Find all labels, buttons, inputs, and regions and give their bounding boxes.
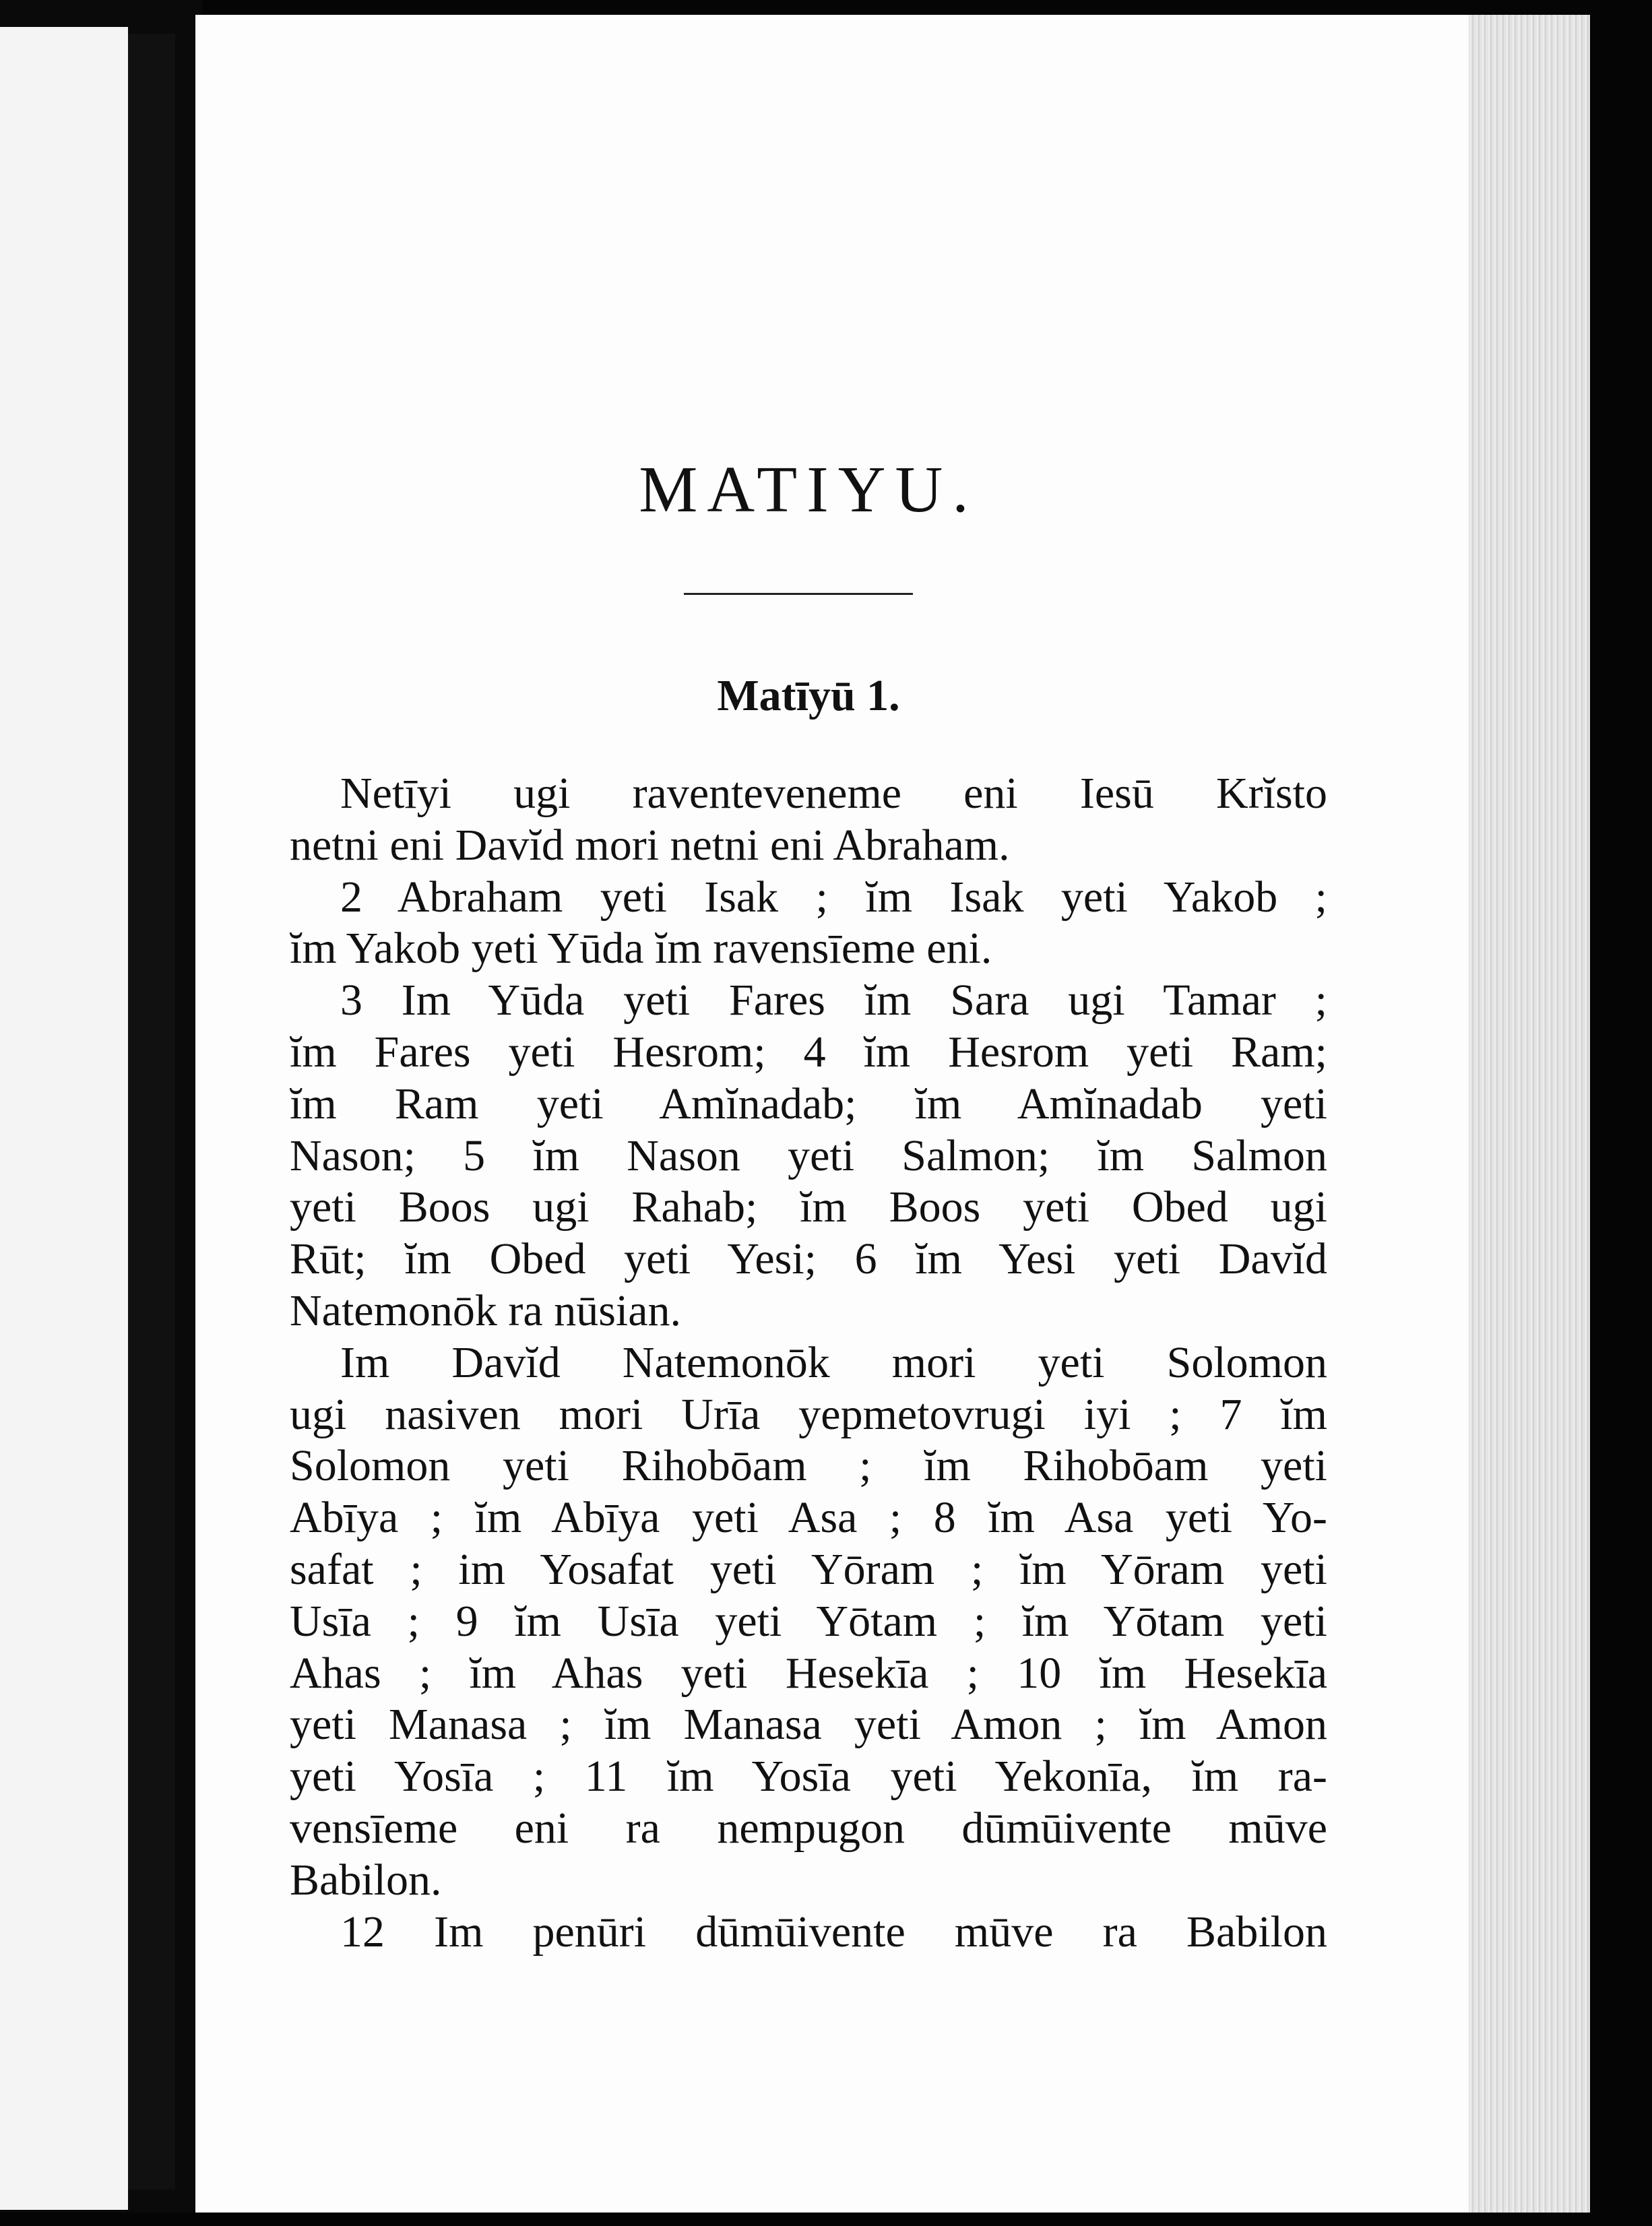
chapter-text	[290, 768, 1327, 1958]
text-line: yeti Manasa ; ĭm Manasa yeti Amon ; ĭm Amon	[290, 1700, 1327, 1750]
facing-page-edge	[0, 27, 128, 2210]
text-line: Im Davĭd Natemonōk mori yeti Solomon	[340, 1337, 1327, 1387]
text-line: ugi nasiven mori Urīa yepmetovrugi iyi ; 7 ĭm	[290, 1389, 1327, 1439]
text-line: netni eni Davĭd mori netni eni Abraham.	[290, 820, 1010, 870]
book-title: MATIYU.	[639, 453, 978, 526]
text-line: Abīya ; ĭm Abīya yeti Asa ; 8 ĭm Asa yeti Yo-	[290, 1493, 1327, 1543]
text-line: safat ; im Yosafat yeti Yōram ; ĭm Yōram yeti	[290, 1544, 1327, 1594]
scan-bottom-border	[0, 2213, 1652, 2226]
text-line: 2 Abraham yeti Isak ; ĭm Isak yeti Yakob ;	[340, 872, 1327, 922]
text-line: ĭm Ram yeti Amĭnadab; ĭm Amĭnadab yeti	[290, 1079, 1327, 1128]
text-line: Ahas ; ĭm Ahas yeti Hesekīa ; 10 ĭm Hesekīa	[290, 1648, 1327, 1698]
text-line: vensīeme eni ra nempugon dūmūivente mūve	[290, 1803, 1327, 1853]
scan-right-border	[1590, 0, 1652, 2226]
text-line: Nason; 5 ĭm Nason yeti Salmon; ĭm Salmon	[290, 1131, 1327, 1180]
text-line: 3 Im Yūda yeti Fares ĭm Sara ugi Tamar ;	[340, 976, 1327, 1025]
text-line: Netīyi ugi raventeveneme eni Iesū Krĭsto	[340, 769, 1327, 818]
text-line: yeti Boos ugi Rahab; ĭm Boos yeti Obed ugi	[290, 1182, 1327, 1232]
text-line: Solomon yeti Rihobōam ; ĭm Rihobōam yeti	[290, 1441, 1327, 1491]
chapter-heading: Matīyū 1.	[717, 671, 900, 720]
text-line: ĭm Fares yeti Hesrom; 4 ĭm Hesrom yeti Ram;	[290, 1027, 1327, 1077]
scan-top-border	[0, 0, 1652, 15]
text-line: Natemonōk ra nūsian.	[290, 1285, 682, 1335]
page-stack-edges	[1469, 15, 1590, 2213]
text-line: 12 Im penūri dūmūivente mūve ra Babilon	[340, 1907, 1327, 1957]
text-line: Rūt; ĭm Obed yeti Yesi; 6 ĭm Yesi yeti Davĭd	[290, 1234, 1327, 1284]
book-gutter	[128, 34, 175, 2190]
title-divider	[684, 593, 913, 595]
text-line: Babilon.	[290, 1855, 442, 1905]
text-line: Usīa ; 9 ĭm Usīa yeti Yōtam ; ĭm Yōtam yeti	[290, 1596, 1327, 1646]
text-line: yeti Yosīa ; 11 ĭm Yosīa yeti Yekonīa, ĭm ra-	[290, 1752, 1327, 1802]
text-line: ĭm Yakob yeti Yūda ĭm ravensīeme eni.	[290, 924, 992, 974]
